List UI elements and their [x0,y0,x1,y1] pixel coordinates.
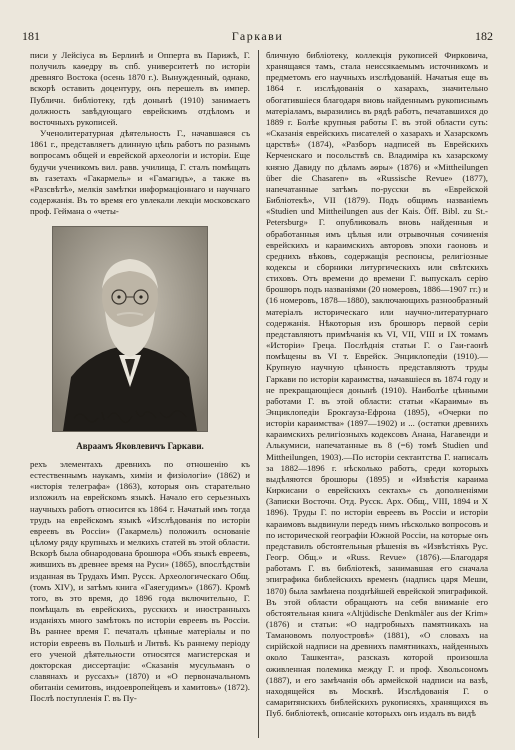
portrait-caption: Авраамъ Яковлевичъ Гаркави. [76,441,204,451]
running-header [22,28,493,44]
left-column-bottom [30,459,250,739]
paragraph: Ученолитературная дѣятельность Г., начавшаяся съ 1861 г., представляетъ длинную цѣпь работъ по разнымъ вопросамъ общей и еврейской археологіи и исторіи. Еще будучи ученикомъ вил. равв. училища, Г. сталъ помѣщать въ газетахъ «Гакармель» и «Гамагидъ», а также въ «Разсвѣтѣ», мелкія замѣтки информаціоннаго и научнаго содержанія. Въ то время его увлекали лекціи московскаго проф. Геймана о «четы- [30,128,250,217]
page-number-left: 181 [22,29,40,43]
paragraph: бличную библіотеку, коллекція рукописей Фирковича, хранящаяся тамъ, стала неиссякаемымъ источникомъ и предметомъ его научныхъ изслѣдованій. Начатыя еще въ 1864 г. изслѣдованія о хазарахъ, значительно обогатившіеся благодаря вновь найденнымъ рукописнымъ матеріаламъ, выразились въ рядѣ работъ, печатавшихся до 1889 г. Болѣе крупныя работы Г. въ этой области суть: «Сказанія еврейскихъ писателей о хазарахъ и Хазарскомъ царствѣ» (1874), «Разборъ надписей въ Еврейскихъ Керченскаго и посольствѣ св. Владиміра къ хазарскому князю Давиду по дѣламъ аѳры» (1876) и «Mittheilungen über die Chasaren» въ «Russische Revue» (1877), напечатанные затѣмъ по-русски въ «Еврейской Библіотекѣ», VII (1879). Подъ общимъ названіемъ «Studien und Mittheilungen aus der Kais. Öff. Bibl. zu St.-Petersburg» Г. опубликовалъ вновь найденныя и обработанныя имъ цѣлыя или отрывочныя сочиненія еврейскихъ и караимскихъ авторовъ эпохи гаоновъ и среднихъ вѣковъ, содержащія респонсы, религіозные кодексы и сборники литургическихъ или свѣтскихъ стиховъ. Отъ времени до времени Г. выпускалъ серію брошюръ подъ названіями (20 номеровъ, 1886—1907 гг.) и (16 номеровъ, 1878—1880), заключающихъ разнообразный матеріалъ историческаго или научно-литературнаго содержанія. Нѣкоторыя изъ брошюръ первой серіи представляютъ примѣчанія къ VI, VII, VIII и IX томамъ «Исторіи» Греца. Послѣднія статьи Г. о Гаи-гаонѣ помѣщены въ VI т. Еврейск. Энциклопедіи (1910).—Крупную научную цѣнность представляютъ труды Гаркави по исторіи караимства, начавшіеся въ 1874 году и не прекращающіеся донынѣ (1910). Наиболѣе цѣнными работами Г. въ этой области: статьи «Караимы» въ Энциклопедіи Брокгауза-Ефрона (1895), «Очерки по исторіи караимства» (1897—1902) и ... (остатки древнихъ караимскихъ религіозныхъ кодексовъ Анана, Нагавенди и Алькумиси, напечатанные въ 8 (=6) томѣ Studien und Mittheilungen, 1903).—По исторіи сектантства Г. написалъ за 1882—1896 г. нѣсколько работъ, среди которыхъ выдѣляются брошюры (1895) и «Извѣстія караима Киркисани о еврейскихъ сектахъ» съ дополненіями (Записки Восточн. Отд. Русск. Арх. Общ., VIII, 1894 и X 1896). Труды Г. по исторіи евреевъ въ Россіи и исторіи караимовъ выдвинули передъ нимъ нѣсколько вопросовъ и по исторической географіи Южной Россіи, на которые онъ представилъ обстоятельныя рѣшенія въ «Извѣстіяхъ Рус. Геогр. Общ.» и «Russ. Revue» (1876).—Благодаря работамъ Г. въ библіотекѣ, занимавшая его сначала эпиграфика библейскихъ временъ (надпись царя Меши, 1870) была замѣнена позднѣйшей еврейской эпиграфикой. Въ этой области обращаютъ на себя вниманіе его обстоятельная книга «Altjüdische Denkmäler aus der Krim» (1876) и статьи: «О надгробныхъ памятникахъ на Тамановомъ полуостровѣ» (1881), «О словахъ на сирійской надписи на древнихъ памятникахъ, найденныхъ около Ташкента», разсказъ которой произошла оживленная полемика между Г. и проф. Хвольсономъ (1887), и его замѣчанія объ армейской надписи на вазѣ, находящейся въ Москвѣ. Изслѣдованія Г. о самаритянскихъ библейскихъ рукописяхъ, хранящихся въ Пуб. библіотекѣ, описаніе которыхъ онъ издалъ въ видѣ [266,50,488,719]
page-number-right: 182 [475,29,493,43]
paragraph: писи у Лейсіуса въ Берлинѣ и Опперта въ Парижѣ, Г. получилъ каѳедру въ спб. университетѣ по исторіи древняго Востока (осень 1870 г.). Вынужденный, однако, вскорѣ оставить доцентуру, онъ перешелъ въ импер. Публичн. библіотеку, гдѣ донынѣ (1910) занимаетъ должность завѣдующаго еврейскимъ отдѣломъ и восточныхъ рукописей. [30,50,250,127]
signature-image [70,406,190,424]
left-column-top [30,50,250,220]
right-column [266,50,488,739]
running-title: Гаркави [231,29,284,43]
column-divider [258,50,259,738]
portrait-photo [52,226,208,432]
paragraph: рехъ элементахъ древнихъ по отношенію къ естественнымъ наукамъ, химіи и физіологіи» (1862) и «исторія телеграфа» (1863), которыя онъ старательно изложилъ на еврейскомъ языкѣ. Начало его серьезныхъ научныхъ работъ относится къ 1864 г. Начатый имъ тогда трудъ на еврейскомъ языкѣ «Изслѣдованія по исторіи евреевъ въ Россіи» (Гакармель) положилъ основаніе цѣлому ряду крупныхъ и мелкихъ статей въ этой области. Вскорѣ была обнародована брошюра «Объ языкѣ евреевъ, жившихъ въ древнее время на Руси» (1865), впослѣдствіи изданная въ Трудахъ Имп. Русск. Археологическаго Общ. (томъ XIV), и затѣмъ книга «Гаяегудимъ» (1867). Кромѣ того, въ это время, до 1896 года включительно, Г. помѣщалъ въ еврейскихъ, русскихъ и иностранныхъ изданіяхъ много замѣтокъ по исторіи евреевъ въ Россіи. Въ раннее время Г. печаталъ цѣнные матеріалы и по исторіи евреевъ въ Польшѣ и Литвѣ. Къ раннему періоду его ученой дѣятельности относятся магистерская и докторская диссертаціи: «Сказанія мусульманъ о славянахъ и руссахъ» (1870) и «О первоначальномъ обитаніи семитовъ, индоевропейцевъ и хамитовъ» (1872). Послѣ поступленія Г. въ Пу- [30,459,250,704]
